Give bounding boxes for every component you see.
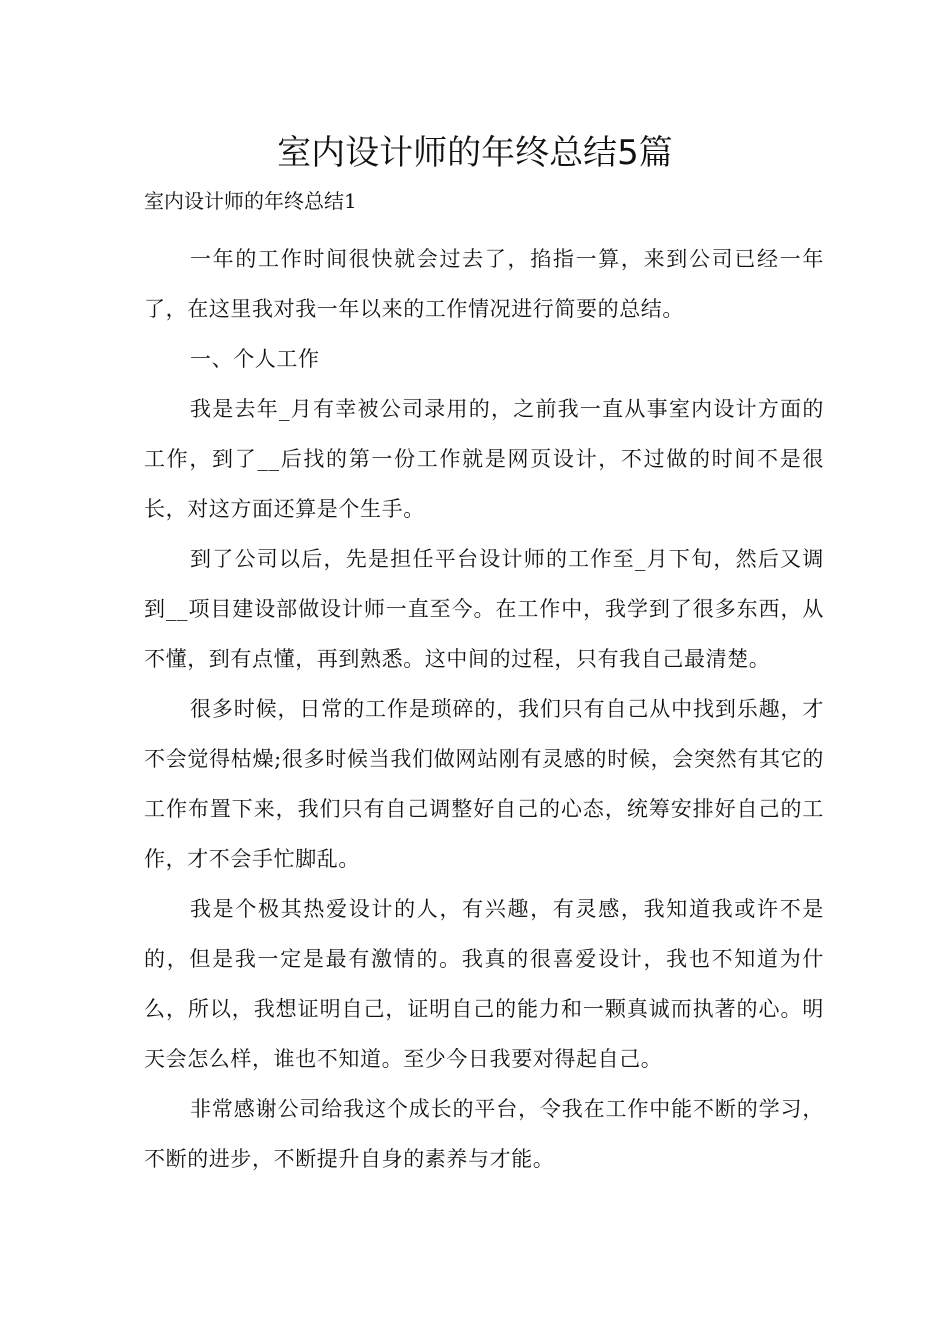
paragraph-intro: 一年的工作时间很快就会过去了，掐指一算，来到公司已经一年了，在这里我对我一年以来的工作情况进行简要的总结。 (144, 247, 824, 321)
paragraph: 很多时候，日常的工作是琐碎的，我们只有自己从中找到乐趣，才不会觉得枯燥;很多时候当我们做网站刚有灵感的时候，会突然有其它的工作布置下来，我们只有自己调整好自己的心态，统筹安排好自己的工作，才不会手忙脚乱。 (144, 697, 824, 871)
document-title: 室内设计师的年终总结5篇 (277, 133, 673, 173)
paragraph: 我是个极其热爱设计的人，有兴趣，有灵感，我知道我或许不是的，但是我一定是最有激情的。我真的很喜爱设计，我也不知道为什么，所以，我想证明自己，证明自己的能力和一颗真诚而执著的心。明天会怎么样，谁也不知道。至少今日我要对得起自己。 (144, 897, 824, 1071)
section-subtitle: 室内设计师的年终总结1 (144, 189, 357, 213)
paragraph: 我是去年_月有幸被公司录用的，之前我一直从事室内设计方面的工作，到了__后找的第一份工作就是网页设计，不过做的时间不是很长，对这方面还算是个生手。 (144, 397, 824, 521)
document-body (144, 184, 824, 1184)
paragraph: 非常感谢公司给我这个成长的平台，令我在工作中能不断的学习，不断的进步，不断提升自身的素养与才能。 (144, 1097, 824, 1171)
paragraph: 到了公司以后，先是担任平台设计师的工作至_月下旬，然后又调到__项目建设部做设计师一直至今。在工作中，我学到了很多东西，从不懂，到有点懂，再到熟悉。这中间的过程，只有我自己最清楚。 (144, 547, 824, 671)
section-heading-personal-work: 一、个人工作 (190, 347, 320, 371)
